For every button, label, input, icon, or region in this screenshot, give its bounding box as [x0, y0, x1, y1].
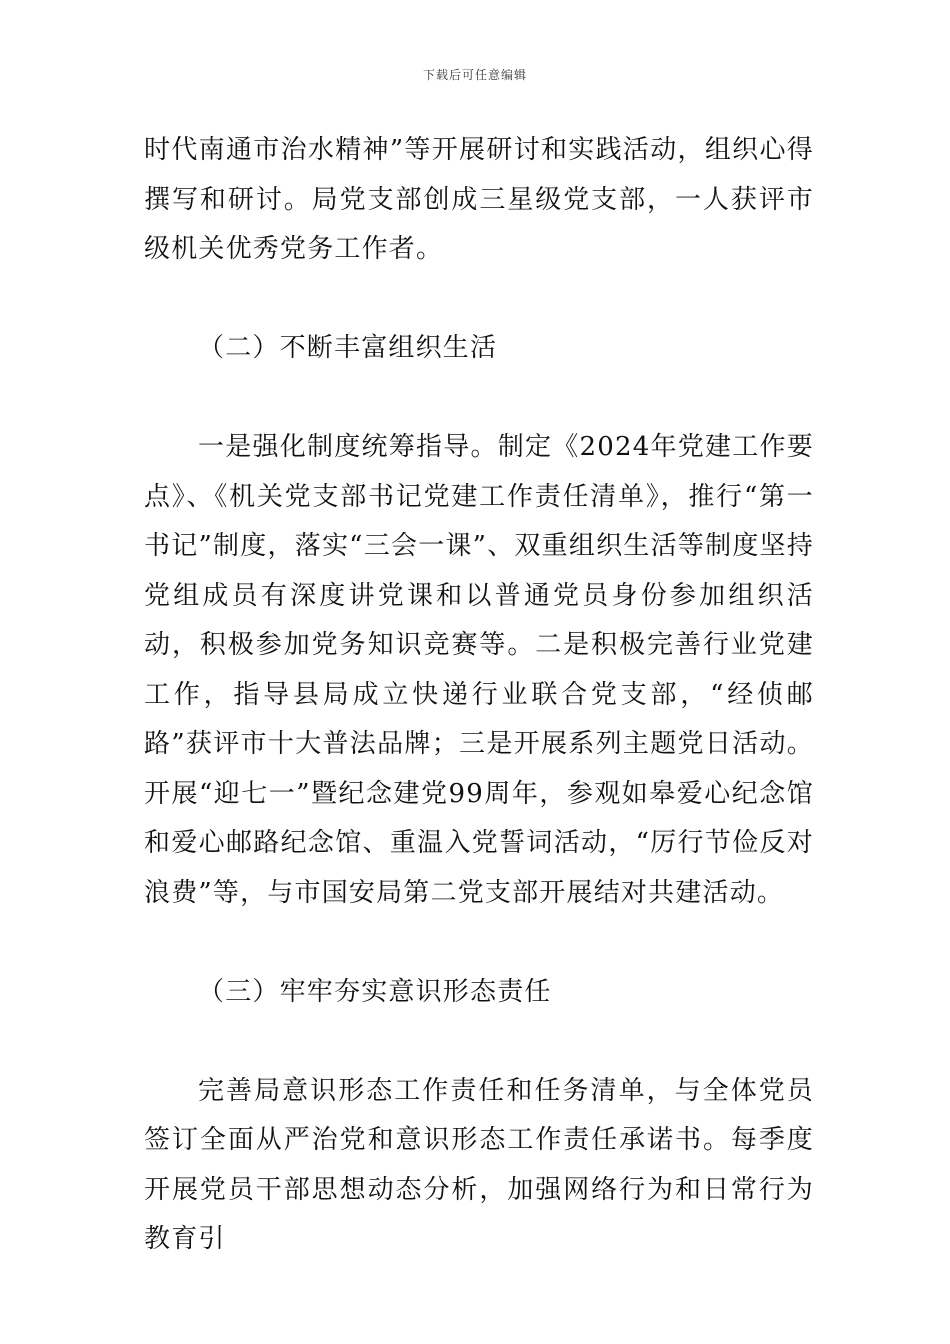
paragraph-gap — [144, 275, 814, 325]
section-heading-2: （二）不断丰富组织生活 — [198, 333, 498, 363]
paragraph-gap — [144, 374, 814, 424]
document-body — [144, 126, 814, 1265]
paragraph-gap — [144, 1017, 814, 1067]
section-heading-3: （三）牢牢夯实意识形态责任 — [198, 976, 552, 1007]
paragraph-continuation: 时代南通市治水精神”等开展研讨和实践活动，组织心得撰写和研讨。局党支部创成三星级党支部，一人获评市级机关优秀党务工作者。 — [144, 135, 814, 264]
paragraph-gap — [144, 918, 814, 968]
paragraph-organization-life: 一是强化制度统筹指导。制定《2024年党建工作要点》、《机关党支部书记党建工作责任清单》，推行“第一书记”制度，落实“三会一课”、双重组织生活等制度坚持党组成员有深度讲党课和以普通党员身份参加组织活动，积极参加党务知识竞赛等。二是积极完善行业党建工作，指导县局成立快递行业联合党支部，“经侦邮路”获评市十大普法品牌；三是开展系列主题党日活动。开展“迎七一”暨纪念建党99周年，参观如皋爱心纪念馆和爱心邮路纪念馆、重温入党誓词活动，“厉行节俭反对浪费”等，与市国安局第二党支部开展结对共建活动。 — [144, 432, 814, 908]
page-header: 下载后可任意编辑 — [422, 68, 527, 82]
paragraph-ideology-responsibility: 完善局意识形态工作责任和任务清单，与全体党员签订全面从严治党和意识形态工作责任承诺书。每季度开展党员干部思想动态分析，加强网络行为和日常行为教育引 — [144, 1075, 814, 1254]
